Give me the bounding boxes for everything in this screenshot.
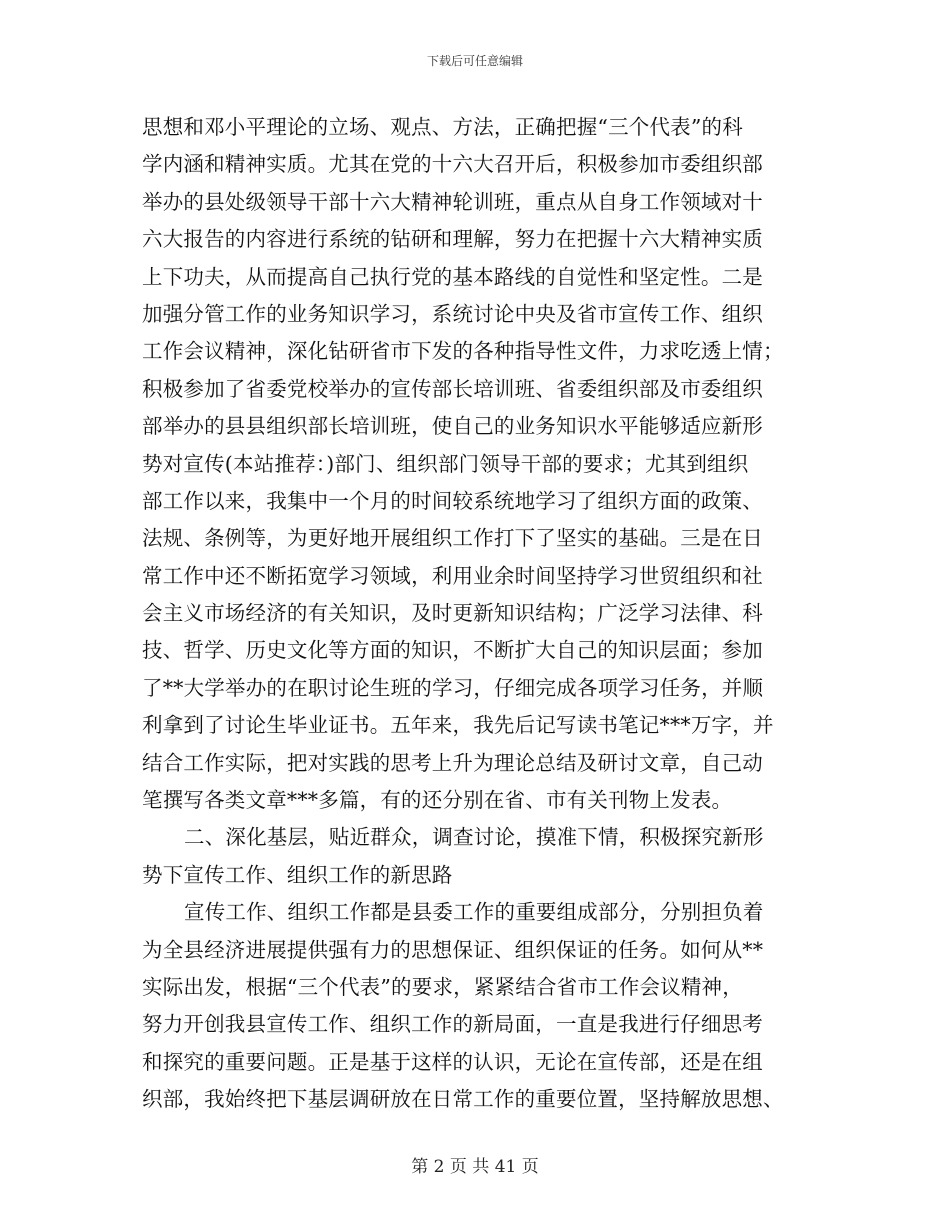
body-line: 势下宣传工作、组织工作的新思路: [142, 862, 453, 887]
body-line: 努力开创我县宣传工作、组织工作的新局面，一直是我进行仔细思考: [142, 1012, 763, 1037]
body-line: 常工作中还不断拓宽学习领域，利用业余时间坚持学习世贸组织和社: [142, 563, 763, 588]
body-line: 六大报告的内容进行系统的钻研和理解，努力在把握十六大精神实质: [142, 227, 763, 252]
body-line: 笔撰写各类文章***多篇，有的还分别在省、市有关刊物上发表。: [142, 788, 733, 813]
body-line: 势对宣传(本站推荐：)部门、组织部门领导干部的要求；尤其到组织: [142, 451, 749, 476]
document-body: [142, 109, 808, 1119]
body-line: 法规、条例等，为更好地开展组织工作打下了坚实的基础。三是在日: [142, 526, 763, 551]
body-line: 部工作以来，我集中一个月的时间较系统地学习了组织方面的政策、: [142, 488, 763, 513]
body-line: 积极参加了省委党校举办的宣传部长培训班、省委组织部及市委组织: [142, 376, 763, 401]
body-line: 学内涵和精神实质。尤其在党的十六大召开后，积极参加市委组织部: [142, 152, 763, 177]
body-line: 二、深化基层，贴近群众，调查讨论，摸准下情，积极探究新形: [184, 825, 764, 850]
page-header: 下载后可任意编辑: [426, 54, 523, 68]
body-line: 工作会议精神，深化钻研省市下发的各种指导性文件，力求吃透上情；: [142, 339, 784, 364]
body-line: 加强分管工作的业务知识学习，系统讨论中央及省市宣传工作、组织: [142, 301, 763, 326]
body-line: 会主义市场经济的有关知识，及时更新知识结构；广泛学习法律、科: [142, 601, 763, 626]
body-line: 利拿到了讨论生毕业证书。五年来，我先后记写读书笔记***万字，并: [142, 713, 774, 738]
page-number-footer: 第 2 页 共 41 页: [411, 1157, 539, 1177]
body-line: 和探究的重要问题。正是基于这样的认识，无论在宣传部，还是在组: [142, 1049, 763, 1074]
body-line: 了**大学举办的在职讨论生班的学习，仔细完成各项学习任务，并顺: [142, 675, 764, 700]
body-line: 举办的县处级领导干部十六大精神轮训班，重点从自身工作领域对十: [142, 189, 763, 214]
body-line: 实际出发，根据“三个代表”的要求，紧紧结合省市工作会议精神，: [142, 974, 743, 999]
body-line: 上下功夫，从而提高自己执行党的基本路线的自觉性和坚定性。二是: [142, 264, 763, 289]
body-line: 宣传工作、组织工作都是县委工作的重要组成部分，分别担负着: [184, 900, 764, 925]
body-line: 思想和邓小平理论的立场、观点、方法，正确把握“三个代表”的科: [142, 115, 743, 139]
body-line: 织部，我始终把下基层调研放在日常工作的重要位置，坚持解放思想、: [142, 1087, 784, 1112]
body-line: 部举办的县县组织部长培训班，使自己的业务知识水平能够适应新形: [142, 414, 763, 439]
body-line: 技、哲学、历史文化等方面的知识，不断扩大自己的知识层面；参加: [142, 638, 763, 663]
body-line: 为全县经济进展提供强有力的思想保证、组织保证的任务。如何从**: [142, 937, 764, 962]
body-line: 结合工作实际，把对实践的思考上升为理论总结及研讨文章，自己动: [142, 750, 763, 775]
